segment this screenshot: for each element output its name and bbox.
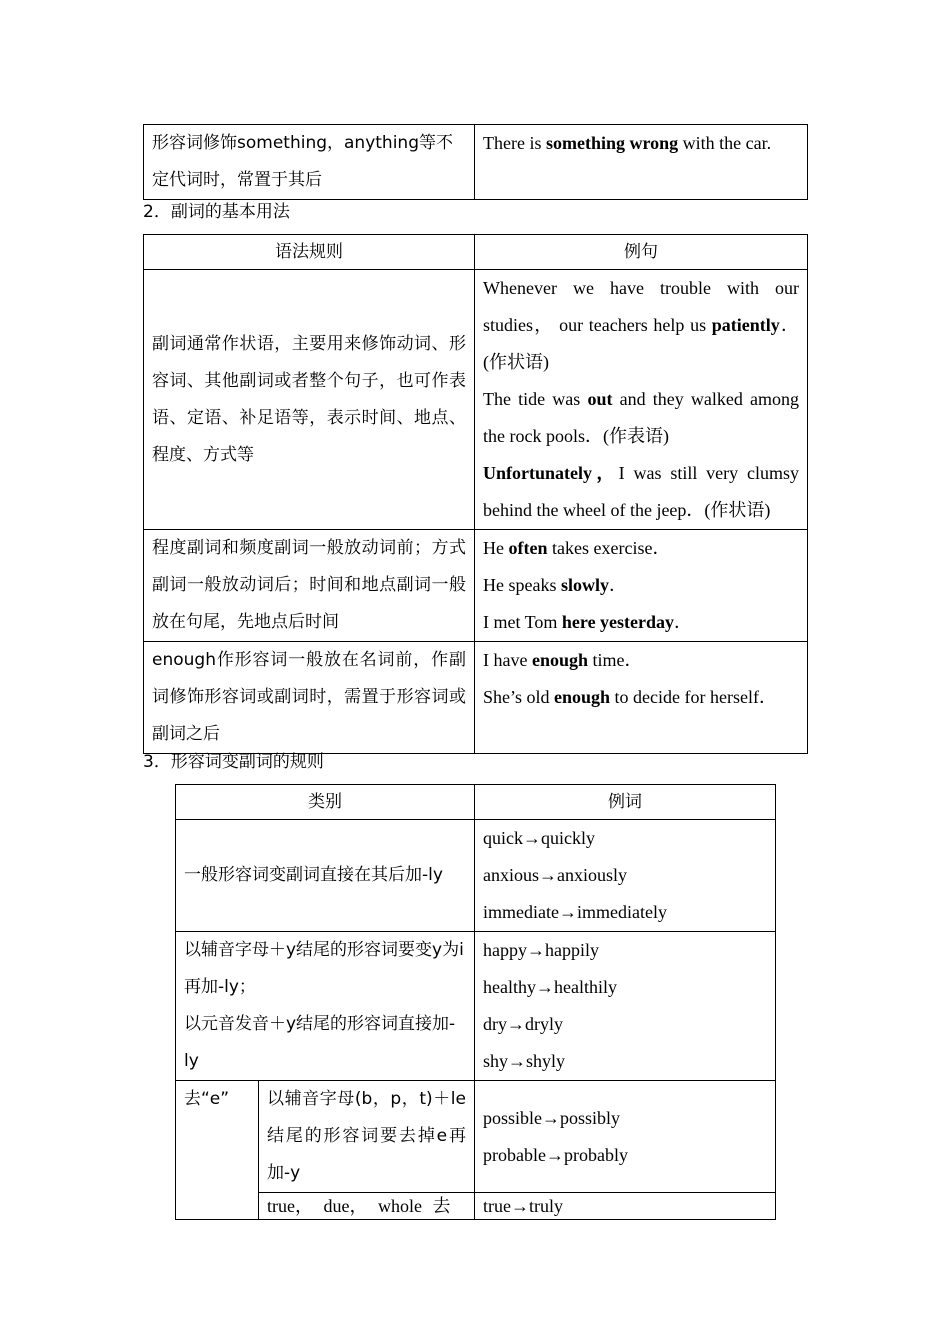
example-word: anxious→anxiously <box>483 865 627 885</box>
example-cell <box>475 125 808 200</box>
example-bold: often <box>508 538 548 558</box>
example-bold: slowly <box>560 575 609 595</box>
rule-cell: 程度副词和频度副词一般放动词前；方式副词一般放动词后；时间和地点副词一般放在句尾，先地点后时间 <box>144 530 475 642</box>
example-words-cell <box>475 932 776 1081</box>
category-cell: 一般形容词变副词直接在其后加-ly <box>176 820 475 932</box>
example-sentence: The tide was out and they walked among the rock pools．(作表语) <box>483 389 800 446</box>
example-sentence: Whenever we have trouble with our studies， our teachers help us patiently．(作状语) <box>483 278 800 372</box>
rule-cell: enough作形容词一般放在名词前，作副词修饰形容词或副词时，需置于形容词或副词之后 <box>144 642 475 754</box>
category-text: 以元音发音＋y结尾的形容词直接加-ly <box>184 1014 456 1071</box>
example-bold: enough <box>554 687 611 707</box>
section-title-adj-to-adv: 3．形容词变副词的规则 <box>143 752 324 772</box>
example-sentence: Unfortunately，I was still very clumsy behind the wheel of the jeep．(作状语) <box>483 463 799 520</box>
rule-cell: 形容词修饰something，anything等不定代词时，常置于其后 <box>144 125 475 200</box>
table-row <box>144 270 808 530</box>
table-row <box>176 1081 776 1193</box>
category-group-cell: 去“e” <box>176 1081 259 1220</box>
example-bold: something wrong <box>545 133 679 153</box>
subcategory-cell: true， due， whole 去 <box>259 1193 475 1220</box>
header-example-words: 例词 <box>475 785 776 820</box>
example-text: with the car. <box>678 133 772 153</box>
category-cell <box>176 932 475 1081</box>
example-sentence: I have enough time． <box>483 650 643 670</box>
header-category: 类别 <box>176 785 475 820</box>
table-row <box>176 932 776 1081</box>
adjective-usage-table <box>143 124 808 200</box>
example-words-cell <box>475 1081 776 1193</box>
table-row <box>144 125 808 200</box>
example-word: happy→happily <box>483 940 599 960</box>
table-row <box>176 1193 776 1220</box>
example-word: immediate→immediately <box>483 902 667 922</box>
example-cell <box>475 530 808 642</box>
example-bold: patiently <box>711 315 780 335</box>
header-rule: 语法规则 <box>144 235 475 270</box>
category-text: 以辅音字母＋y结尾的形容词要变y为i再加-ly； <box>184 940 464 997</box>
example-sentence: I met Tom here yesterday． <box>483 612 693 632</box>
table-header-row <box>144 235 808 270</box>
example-text: There is <box>483 133 546 153</box>
adverb-usage-table <box>143 234 808 754</box>
example-word: healthy→healthily <box>483 977 617 997</box>
table-row <box>176 820 776 932</box>
example-word: quick→quickly <box>483 828 595 848</box>
example-bold: here yesterday <box>561 612 675 632</box>
example-cell <box>475 642 808 754</box>
example-word: possible→possibly <box>483 1107 621 1128</box>
example-sentence: He speaks slowly． <box>483 575 627 595</box>
table-row <box>144 530 808 642</box>
example-sentence: She’s old enough to decide for herself． <box>483 687 777 707</box>
example-word: dry→dryly <box>483 1014 563 1034</box>
example-word: shy→shyly <box>483 1051 566 1071</box>
example-bold: out <box>587 389 613 409</box>
table-header-row <box>176 785 776 820</box>
table-row <box>144 642 808 754</box>
rule-cell: 副词通常作状语，主要用来修饰动词、形容词、其他副词或者整个句子，也可作表语、定语、补足语等，表示时间、地点、程度、方式等 <box>144 270 475 530</box>
section-title-adverb-usage: 2．副词的基本用法 <box>143 202 290 222</box>
example-cell <box>475 270 808 530</box>
adj-to-adv-table <box>175 784 776 1220</box>
example-bold: enough <box>531 650 589 670</box>
example-word: probable→probably <box>483 1144 628 1165</box>
header-example: 例句 <box>475 235 808 270</box>
example-words-cell <box>475 820 776 932</box>
example-words-cell <box>475 1193 776 1220</box>
example-word: true→truly <box>483 1196 563 1216</box>
example-bold: Unfortunately， <box>483 463 619 483</box>
example-sentence: He often takes exercise． <box>483 538 671 558</box>
subcategory-cell: 以辅音字母(b，p，t)＋le结尾的形容词要去掉e再加-y <box>259 1081 475 1193</box>
